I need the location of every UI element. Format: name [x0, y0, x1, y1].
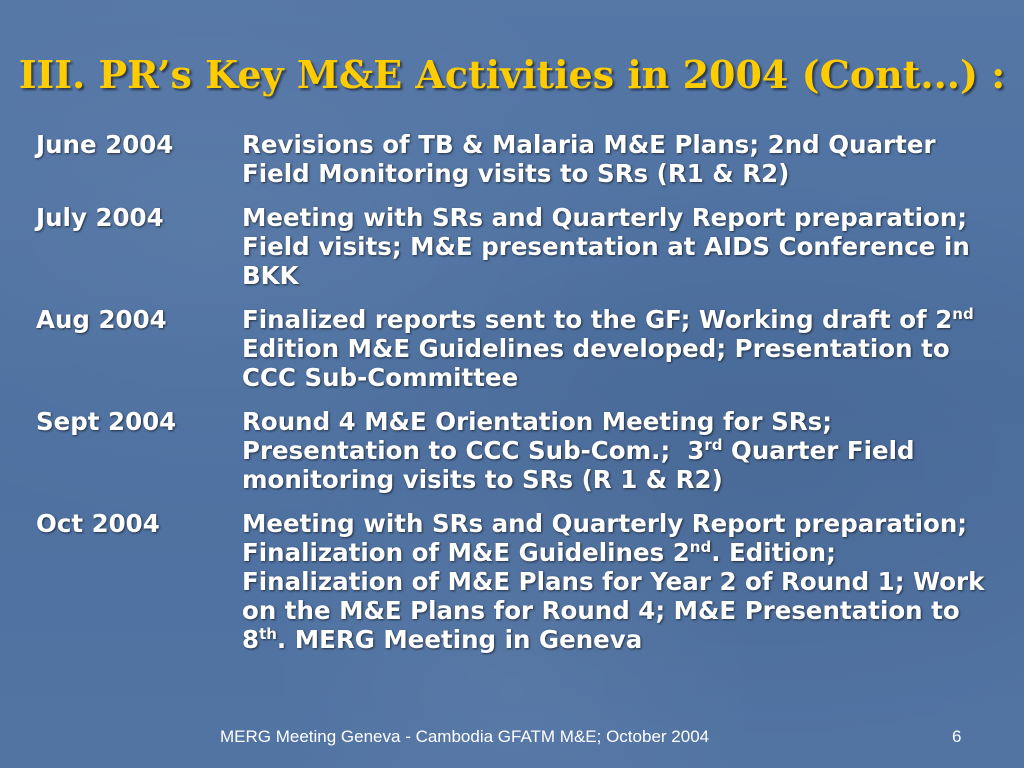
description-text: . Edition; Finalization of M&E Plans for Year 2 of Round 1; Work on the M&E Plans for Round 4; M&E Presentation to 8	[242, 538, 993, 654]
activity-date: June 2004	[36, 130, 174, 159]
activity-description	[242, 407, 996, 494]
ordinal-suffix: nd	[689, 537, 712, 556]
activity-row	[36, 509, 996, 654]
activity-row	[36, 305, 996, 392]
activity-description	[242, 203, 996, 290]
activity-row	[36, 203, 996, 290]
activity-date: Aug 2004	[36, 305, 167, 334]
description-text: Meeting with SRs and Quarterly Report preparation; Finalization of M&E Guidelines 2	[242, 509, 976, 567]
description-text: Edition M&E Guidelines developed; Presentation to CCC Sub-Committee	[242, 305, 983, 392]
activity-row	[36, 130, 996, 188]
ordinal-suffix: rd	[704, 435, 723, 454]
activity-date: July 2004	[36, 203, 164, 232]
description-text: Revisions of TB & Malaria M&E Plans; 2nd Quarter Field Monitoring visits to SRs (R1 & R2)	[242, 130, 945, 188]
activity-date: Oct 2004	[36, 509, 160, 538]
description-text: Finalized reports sent to the GF; Working draft of 2	[242, 305, 953, 334]
activity-description	[242, 509, 996, 654]
description-text: . MERG Meeting in Geneva	[276, 625, 643, 654]
slide-title: III. PR’s Key M&E Activities in 2004 (Cont...) :	[18, 52, 1006, 97]
activity-date: Sept 2004	[36, 407, 177, 436]
activity-list	[36, 130, 996, 669]
activity-description	[242, 130, 996, 188]
description-text: Meeting with SRs and Quarterly Report preparation; Field visits; M&E presentation at AIDS Conference in BKK	[242, 203, 979, 290]
activity-row	[36, 407, 996, 494]
ordinal-suffix: nd	[952, 304, 974, 323]
footer-text: MERG Meeting Geneva - Cambodia GFATM M&E; October 2004	[220, 727, 710, 746]
ordinal-suffix: th	[259, 624, 277, 643]
description-text: Round 4 M&E Orientation Meeting for SRs; Presentation to CCC Sub-Com.; 3	[242, 407, 841, 465]
activity-description	[242, 305, 996, 392]
page-number: 6	[952, 727, 962, 746]
description-text: Quarter Field monitoring visits to SRs (R 1 & R2)	[242, 436, 924, 494]
